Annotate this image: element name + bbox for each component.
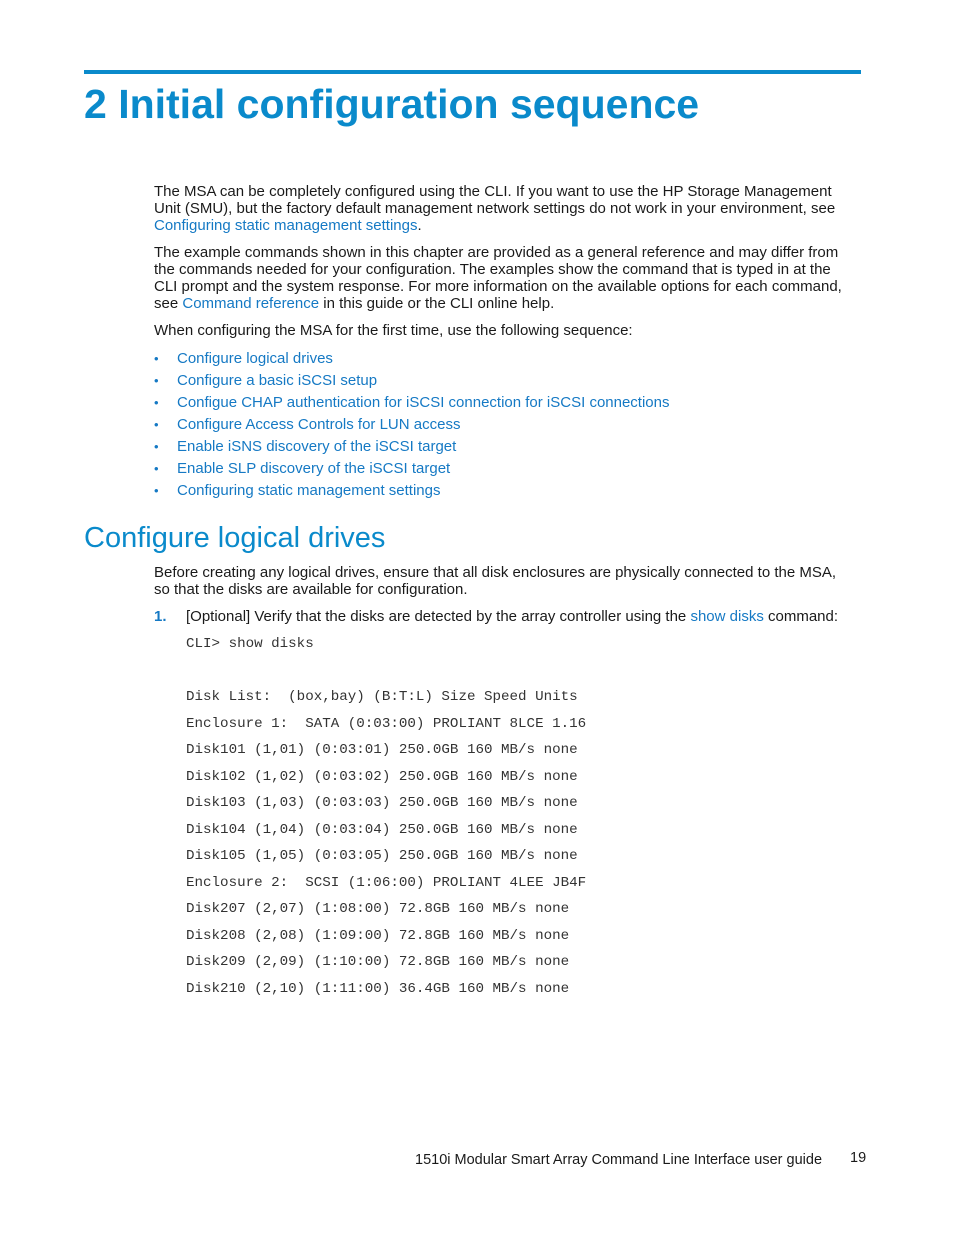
intro-p1-end: .	[417, 217, 422, 234]
code-line: CLI> show disks	[186, 636, 314, 652]
section-intro: Before creating any logical drives, ensure that all disk enclosures are physically connected to the MSA, so that the disks are available for configuration.	[154, 564, 837, 598]
show-disks-link[interactable]: show disks	[690, 608, 764, 625]
step-number: 1.	[154, 608, 167, 625]
intro-p2-text: The example commands shown in this chapter are provided as a general reference and may differ from the commands needed for your configuration. The examples show the command that is typed in at the CLI prompt and the system response. For more information on the available options for each command, see	[154, 244, 842, 312]
footer-guide-title: 1510i Modular Smart Array Command Line Interface user guide	[415, 1152, 823, 1168]
bullet-icon: •	[154, 439, 159, 454]
intro-paragraph-1	[154, 183, 854, 234]
page-number: 19	[850, 1150, 867, 1166]
bullet-icon: •	[154, 351, 159, 366]
bullet-icon: •	[154, 417, 159, 432]
sequence-link-logical-drives[interactable]: Configure logical drives	[177, 350, 333, 367]
static-management-link[interactable]: Configuring static management settings	[154, 217, 418, 234]
command-reference-link[interactable]: Command reference	[182, 295, 320, 312]
code-line: Disk105 (1,05) (0:03:05) 250.0GB 160 MB/s none	[186, 848, 578, 864]
chapter-title: 2 Initial configuration sequence	[84, 81, 700, 127]
sequence-link-iscsi-setup[interactable]: Configure a basic iSCSI setup	[177, 372, 378, 389]
bullet-icon: •	[154, 373, 159, 388]
sequence-link-access-controls[interactable]: Configure Access Controls for LUN access	[177, 416, 461, 433]
sequence-link-chap[interactable]: Configue CHAP authentication for iSCSI connection for iSCSI connections	[177, 394, 670, 411]
step-text	[186, 607, 838, 627]
code-line: Disk List: (box,bay) (B:T:L) Size Speed Units	[186, 689, 578, 705]
code-line	[186, 660, 586, 687]
code-block	[186, 633, 586, 1004]
sequence-link-static-management[interactable]: Configuring static management settings	[177, 482, 441, 499]
code-line: Disk103 (1,03) (0:03:03) 250.0GB 160 MB/s none	[186, 795, 578, 811]
code-line: Enclosure 1: SATA (0:03:00) PROLIANT 8LCE 1.16	[186, 715, 587, 732]
section-title: Configure logical drives	[84, 522, 386, 554]
bullet-icon: •	[154, 395, 159, 410]
code-line: Disk208 (2,08) (1:09:00) 72.8GB 160 MB/s none	[186, 927, 570, 944]
intro-paragraph-2	[154, 244, 854, 312]
sequence-link-isns[interactable]: Enable iSNS discovery of the iSCSI target	[177, 438, 457, 455]
intro-p2-end: in this guide or the CLI online help.	[319, 295, 555, 312]
sequence-link-slp[interactable]: Enable SLP discovery of the iSCSI target	[177, 460, 451, 477]
intro-p1-text: The MSA can be completely configured using the CLI. If you want to use the HP Storage Management Unit (SMU), but the factory default management network settings do not work in your environment, see	[154, 183, 836, 217]
code-line: Disk209 (2,09) (1:10:00) 72.8GB 160 MB/s none	[186, 954, 570, 970]
chapter-rule	[84, 70, 861, 74]
code-line: Disk101 (1,01) (0:03:01) 250.0GB 160 MB/s none	[186, 742, 578, 758]
bullet-icon: •	[154, 483, 159, 498]
code-line: Disk207 (2,07) (1:08:00) 72.8GB 160 MB/s none	[186, 901, 570, 917]
code-line: Enclosure 2: SCSI (1:06:00) PROLIANT 4LEE JB4F	[186, 874, 587, 891]
intro-paragraph-3: When configuring the MSA for the first time, use the following sequence:	[154, 322, 633, 339]
step-text-after: command:	[763, 608, 839, 625]
step-text-before: [Optional] Verify that the disks are detected by the array controller using the	[186, 608, 691, 625]
bullet-icon: •	[154, 461, 159, 476]
code-line: Disk102 (1,02) (0:03:02) 250.0GB 160 MB/s none	[186, 768, 578, 785]
code-line: Disk210 (2,10) (1:11:00) 36.4GB 160 MB/s none	[186, 980, 570, 997]
code-line: Disk104 (1,04) (0:03:04) 250.0GB 160 MB/s none	[186, 821, 578, 838]
